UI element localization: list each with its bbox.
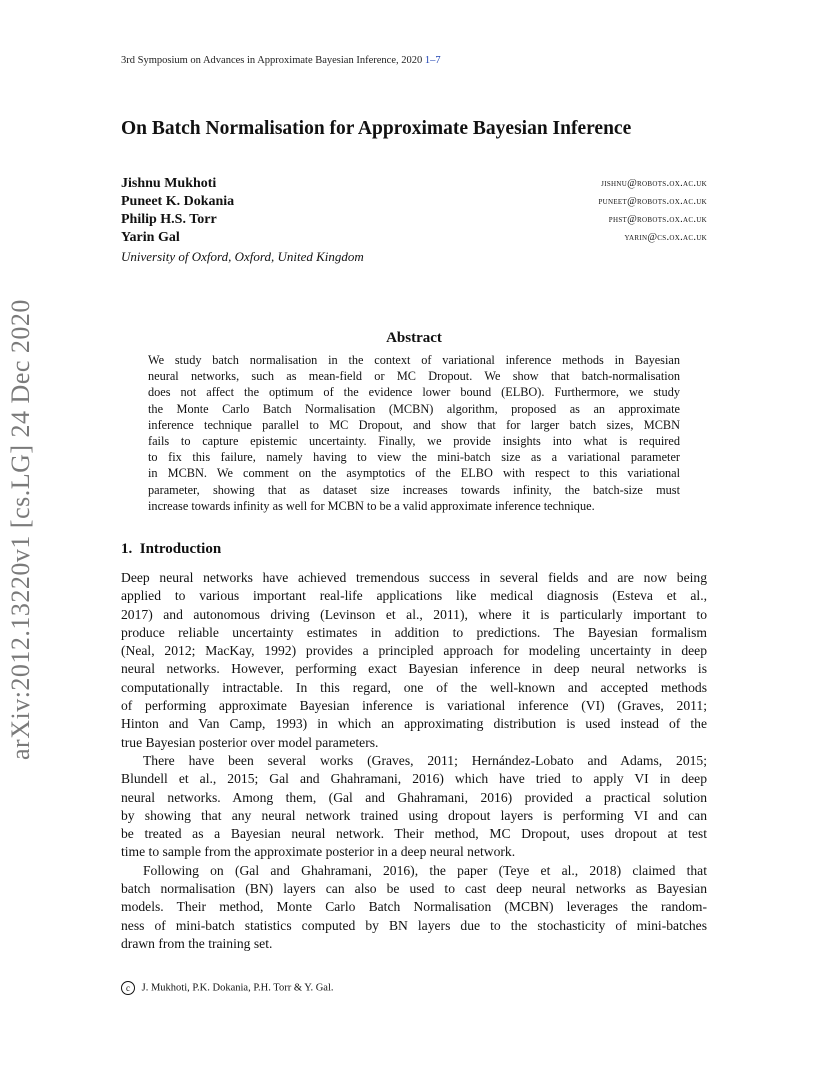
abstract-line: fails to capture epistemic uncertainty. Finally, we provide insights into what is required [148,434,680,449]
body-line: 2017) and autonomous driving (Levinson et al., 2011), where it is particularly important to [121,606,707,622]
body-line: Hinton and Van Camp, 1993) in which an approximating distribution is used instead of the [121,716,707,732]
body-line: drawn from the training set. [121,935,273,951]
author-email: jishnu@robots.ox.ac.uk [601,178,707,189]
venue-text: 3rd Symposium on Advances in Approximate Bayesian Inference, 2020 [121,55,423,66]
body-line: Following on (Gal and Ghahramani, 2016), the paper (Teye et al., 2018) claimed that [143,862,707,878]
body-line: Deep neural networks have achieved tremendous success in several fields and are now being [121,570,707,585]
footer-text: J. Mukhoti, P.K. Dokania, P.H. Torr & Y. Gal. [141,982,334,994]
paper-title: On Batch Normalisation for Approximate Bayesian Inference [121,118,632,139]
abstract-heading: Abstract [386,330,442,346]
body-line: of performing approximate Bayesian inference is variational inference (VI) (Graves, 2011; [121,698,707,714]
abstract-line: We study batch normalisation in the context of variational inference methods in Bayesian [148,353,680,367]
body-line: Blundell et al., 2015; Gal and Ghahramani, 2016) which have tried to apply VI in deep [121,771,707,787]
author-name: Puneet K. Dokania [121,194,235,209]
abstract-line: inference technique parallel to MC Dropout, and show that for larger batch sizes, MCBN [148,417,680,432]
abstract-line: to fix this failure, namely having to view the mini-batch size as a variational parameter [148,450,680,465]
abstract-line: the Monte Carlo Batch Normalisation (MCBN) algorithm, proposed as an approximate [148,401,680,416]
venue-header [121,55,441,66]
body-line: computationally intractable. In this regard, one of the well-known and accepted methods [121,679,707,695]
abstract-line: neural networks, such as mean-field or MC Dropout. We show that batch-normalisation [148,369,680,384]
affiliation: University of Oxford, Oxford, United Kingdom [121,249,364,264]
body-line: produce reliable uncertainty estimates in addition to predictions. The Bayesian formalism [121,624,707,640]
body-line: (Neal, 2012; MacKay, 1992) provides a principled approach for modeling uncertainty in deep [121,643,707,659]
section-title: Introduction [139,541,222,557]
author-email: phst@robots.ox.ac.uk [608,214,707,225]
page-range-link[interactable]: 1–7 [424,55,441,66]
body-line: neural networks. However, performing exact Bayesian inference in deep neural networks is [121,661,707,677]
footer [121,981,334,995]
section-number: 1. [121,541,133,557]
abstract-line: increase towards infinity as well for MCBN to be a valid approximate inference technique. [148,498,595,513]
section-heading [121,541,221,558]
body-line: by showing that any neural network trained using dropout layers is performing VI and can [121,807,707,823]
abstract-line: does not affect the optimum of the evidence lower bound (ELBO). Furthermore, we study [148,385,680,400]
copyright-icon: c [121,981,135,995]
arxiv-stamp: arXiv:2012.13220v1 [cs.LG] 24 Dec 2020 [6,299,35,760]
abstract-line: parameter, showing that as dataset size increases towards infinity, the batch-size must [148,482,680,497]
body-line: There have been several works (Graves, 2011; Hernández-Lobato and Adams, 2015; [143,752,707,768]
body-line: batch normalisation (BN) layers can also be used to cast deep neural networks as Bayesian [121,881,707,897]
body-line: true Bayesian posterior over model parameters. [121,734,379,750]
body-line: be treated as a Bayesian neural network. Their method, MC Dropout, uses dropout at test [121,826,707,842]
author-name: Jishnu Mukhoti [121,176,217,191]
body-line: neural networks. Among them, (Gal and Ghahramani, 2016) provided a practical solution [121,789,707,805]
body-line: models. Their method, Monte Carlo Batch Normalisation (MCBN) leverages the random- [121,899,707,915]
abstract-body [148,352,680,514]
author-name: Yarin Gal [121,230,180,245]
body-line: time to sample from the approximate posterior in a deep neural network. [121,844,516,860]
introduction-body [121,569,707,953]
author-name: Philip H.S. Torr [121,212,217,227]
body-line: ness of mini-batch statistics computed by BN layers due to the stochasticity of mini-batches [121,917,707,933]
body-line: applied to various important real-life applications like medical diagnosis (Esteva et al., [121,588,707,604]
author-email: puneet@robots.ox.ac.uk [598,196,707,207]
author-email: yarin@cs.ox.ac.uk [624,232,707,243]
abstract-line: in MCBN. We comment on the asymptotics of the ELBO with respect to this variational [148,466,680,481]
